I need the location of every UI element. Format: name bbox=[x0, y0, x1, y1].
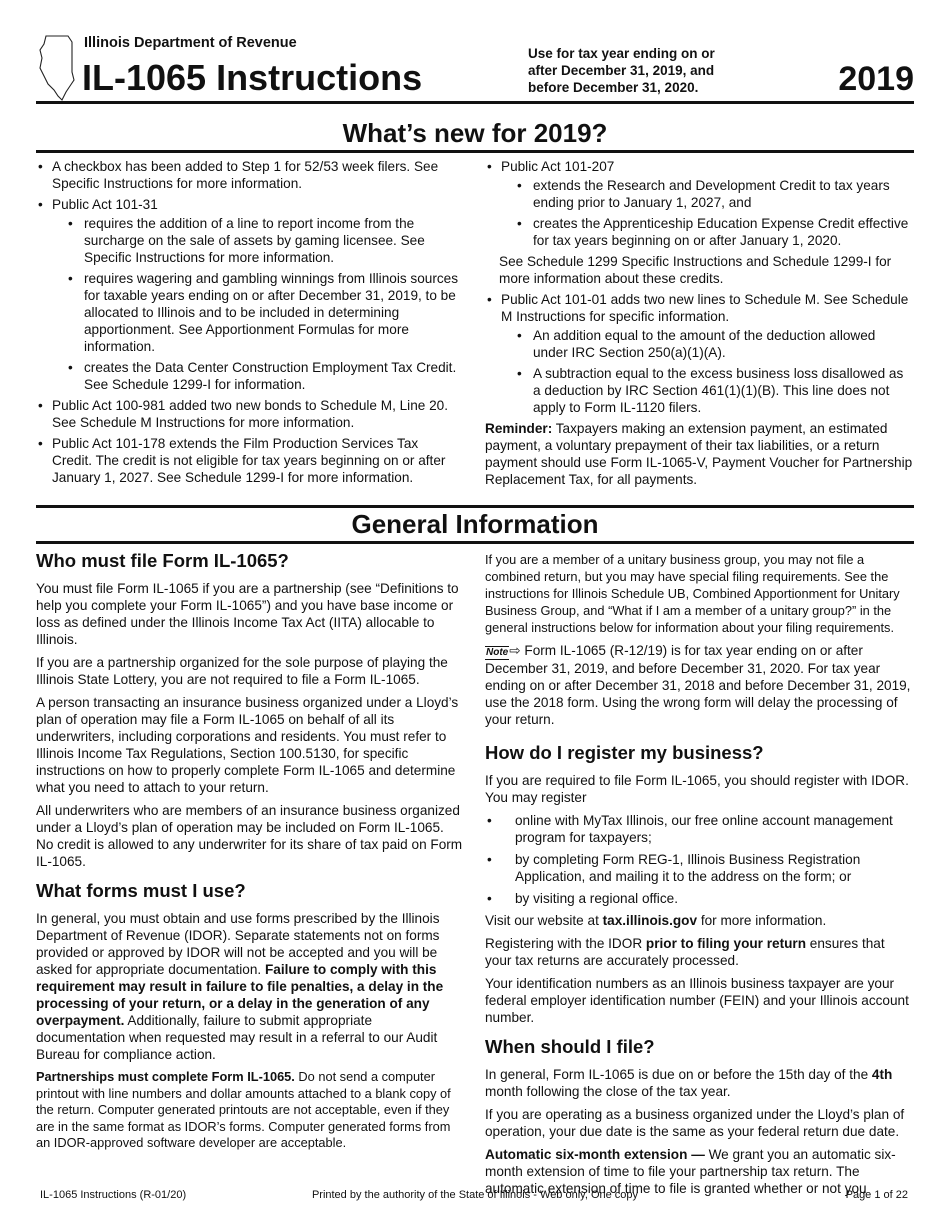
sub-list-item: • An addition equal to the amount of the deduction allowed under IRC Section 250(a)(1)(A). bbox=[501, 327, 913, 361]
general-right-column bbox=[485, 551, 913, 1203]
sub-list-item: • extends the Research and Development Credit to tax years ending prior to January 1, 2027, and bbox=[501, 177, 913, 211]
tax-year-note: Use for tax year ending on or after December 31, 2019, and before December 31, 2020. bbox=[528, 46, 715, 95]
register-heading: How do I register my business? bbox=[485, 742, 764, 763]
paragraph: Partnerships must complete Form IL-1065. Do not send a computer printout with line numbers and dollar amounts attached to a blank copy of the return. Computer generated printouts are not acceptable, even if they are in the same format as IDOR’s forms. Computer generated forms from an IDOR-approved software developer are acceptable. bbox=[36, 1069, 451, 1150]
general-info-title: General Information bbox=[351, 509, 599, 539]
department-name: Illinois Department of Revenue bbox=[84, 35, 297, 51]
who-must-file-heading: Who must file Form IL-1065? bbox=[36, 550, 289, 571]
sub-list-item: • requires wagering and gambling winnings from Illinois sources for taxable years ending on or after December 31, 2019, to be allocated to Illinois and to be included in determining apportionment. See Apportionment Formulas for more information. bbox=[52, 270, 460, 355]
sub-list bbox=[501, 327, 913, 416]
paragraph: Registering with the IDOR prior to filing your return ensures that your tax returns are accurately processed. bbox=[485, 936, 885, 968]
list-item: • by completing Form REG-1, Illinois Business Registration Application, and mailing it to the address on the form; or bbox=[485, 851, 913, 885]
sub-list-item: • requires the addition of a line to report income from the surcharge on the sale of assets by gaming licensee. See Specific Instructions for more information. bbox=[52, 215, 460, 266]
whats-new-title: What’s new for 2019? bbox=[342, 118, 608, 148]
whats-new-left-column bbox=[36, 158, 460, 490]
list-item: • Public Act 100-981 added two new bonds to Schedule M, Line 20. See Schedule M Instructions for more information. bbox=[36, 397, 460, 431]
paragraph: Automatic six-month extension — We grant you an automatic six-month extension of time to file your partnership tax return. The automatic extension of time to file is granted whether or not you bbox=[485, 1147, 896, 1196]
sub-list bbox=[52, 215, 460, 393]
whats-new-left-list bbox=[36, 158, 460, 486]
paragraph: You must file Form IL-1065 if you are a partnership (see “Definitions to help you complete your Form IL-1065”) and you have base income or loss as defined under the Illinois Income Tax Act (IITA) allocable to Illinois. bbox=[36, 581, 459, 647]
register-options-list bbox=[485, 812, 913, 907]
note-icon: Note bbox=[486, 647, 509, 658]
when-file-heading: When should I file? bbox=[485, 1036, 655, 1057]
list-item: • Public Act 101-207 • extends the Research and Development Credit to tax years ending prior to January 1, 2027, and • creates the Apprenticeship Education Expense Credit effective for tax years beginning on or after January 1, 2020. See Schedule 1299 Specific Instructions and Schedule 1299-I for more information about these credits. bbox=[485, 158, 913, 287]
reminder-paragraph: Reminder: Taxpayers making an extension payment, an estimated payment, a voluntary prepayment of their tax liabilities, or a return payment should use Form IL-1065-V, Payment Voucher for Partnership Replacement Tax, for all payments. bbox=[485, 421, 913, 487]
what-forms-heading: What forms must I use? bbox=[36, 880, 246, 901]
list-item: • Public Act 101-31 • requires the addition of a line to report income from the surcharge on the sale of assets by gaming licensee. See Specific Instructions for more information. • requires wagering and gambling winnings from Illinois sources for taxable years ending on or after December 31, 2019, to be allocated to Illinois and to be included in determining apportionment. See Apportionment Formulas for more information. • creates the Data Center Construction Employment Tax Credit. See Schedule 1299-I for information. bbox=[36, 196, 460, 393]
form-year: 2019 bbox=[838, 60, 914, 98]
sub-list-item: • A subtraction equal to the excess business loss disallowed as a deduction by IRC Section 461(1)(1)(B). This line does not apply to Form IL-1120 filers. bbox=[501, 365, 913, 416]
footer-authority: Printed by the authority of the State of Illinois - Web only, One copy bbox=[311, 1189, 639, 1201]
whats-new-divider bbox=[36, 150, 914, 153]
general-info-top-divider bbox=[36, 505, 914, 508]
paragraph: If you are required to file Form IL-1065, you should register with IDOR. You may register bbox=[485, 773, 909, 805]
list-item: • by visiting a regional office. bbox=[485, 890, 913, 907]
list-item: • Public Act 101-178 extends the Film Production Services Tax Credit. The credit is not eligible for tax years beginning on or after January 1, 2027. See Schedule 1299-I for more information. bbox=[36, 435, 460, 486]
website-link[interactable]: tax.illinois.gov bbox=[602, 913, 698, 928]
sub-list-item: • creates the Data Center Construction Employment Tax Credit. See Schedule 1299-I for information. bbox=[52, 359, 460, 393]
footer-page-number: Page 1 of 22 bbox=[845, 1189, 908, 1201]
footer-form-id: IL-1065 Instructions (R-01/20) bbox=[40, 1189, 187, 1201]
paragraph: All underwriters who are members of an insurance business organized under a Lloyd’s plan of operation may be included on Form IL-1065. No credit is allowed to any underwriter for its share of tax paid on Form IL-1065. bbox=[36, 803, 463, 869]
paragraph: Your identification numbers as an Illinois business taxpayer are your federal employer identification number (FEIN) and your Illinois account number. bbox=[485, 976, 909, 1025]
list-item: • Public Act 101-01 adds two new lines to Schedule M. See Schedule M Instructions for specific information. • An addition equal to the amount of the deduction allowed under IRC Section 250(a)(1)(A). • A subtraction equal to the excess business loss disallowed as a deduction by IRC Section 461(1)(1)(B). This line does not apply to Form IL-1120 filers. bbox=[485, 291, 913, 416]
sub-list-item: • creates the Apprenticeship Education Expense Credit effective for tax years beginning on or after January 1, 2020. bbox=[501, 215, 913, 249]
note-paragraph: Note⇨ Form IL-1065 (R-12/19) is for tax year ending on or after December 31, 2019, and before December 31, 2020. For tax year ending on or after December 31, 2018 and before December 31, 2019, use the 2018 form. Using the wrong form will delay the processing of your return. bbox=[485, 643, 911, 727]
sub-list bbox=[501, 177, 913, 249]
general-left-column bbox=[36, 540, 464, 1158]
paragraph: In general, you must obtain and use forms prescribed by the Illinois Department of Revenue (IDOR). Separate statements not on forms provided or approved by IDOR will not be accepted and you will be asked for appropriate documentation. Failure to comply with this requirement may result in failure to file penalties, a delay in the processing of your return, or a delay in the generation of any overpayment. Additionally, failure to submit appropriate documentation when requested may result in a referral to our Audit Bureau for compliance action. bbox=[36, 911, 444, 1062]
paragraph: In general, Form IL-1065 is due on or before the 15th day of the 4th month following the close of the tax year. bbox=[485, 1067, 893, 1099]
paragraph: If you are operating as a business organized under the Lloyd’s plan of operation, your due date is the same as your federal return due date. bbox=[485, 1107, 905, 1139]
page-header bbox=[36, 30, 914, 104]
paragraph: A person transacting an insurance business organized under a Lloyd’s plan of operation may file a Form IL-1065 on behalf of all its underwriters, including corporations and residents. You must refer to Illinois Income Tax Regulations, Section 100.5130, for specific instructions on how to properly complete Form IL-1065 and determine what you need to attach to your return. bbox=[36, 695, 459, 795]
document-title: IL-1065 Instructions bbox=[82, 57, 423, 98]
header-divider bbox=[36, 101, 914, 104]
list-item: • A checkbox has been added to Step 1 for 52/53 week filers. See Specific Instructions for more information. bbox=[36, 158, 460, 192]
paragraph: If you are a member of a unitary business group, you may not file a combined return, but you may have special filing requirements. See the instructions for Illinois Schedule UB, Combined Apportionment for Unitary Business Group, and “What if I am a member of a unitary group?” in the general instructions below for information about your filing requirements. bbox=[485, 552, 900, 635]
paragraph: Visit our website at tax.illinois.gov for more information. bbox=[485, 913, 827, 928]
list-item: • online with MyTax Illinois, our free online account management program for taxpayers; bbox=[485, 812, 913, 846]
paragraph: If you are a partnership organized for the sole purpose of playing the Illinois State Lottery, you are not required to file a Form IL-1065. bbox=[36, 655, 448, 687]
whats-new-right-column bbox=[485, 158, 913, 494]
whats-new-right-list bbox=[485, 158, 913, 416]
illinois-state-outline-icon bbox=[38, 34, 82, 102]
